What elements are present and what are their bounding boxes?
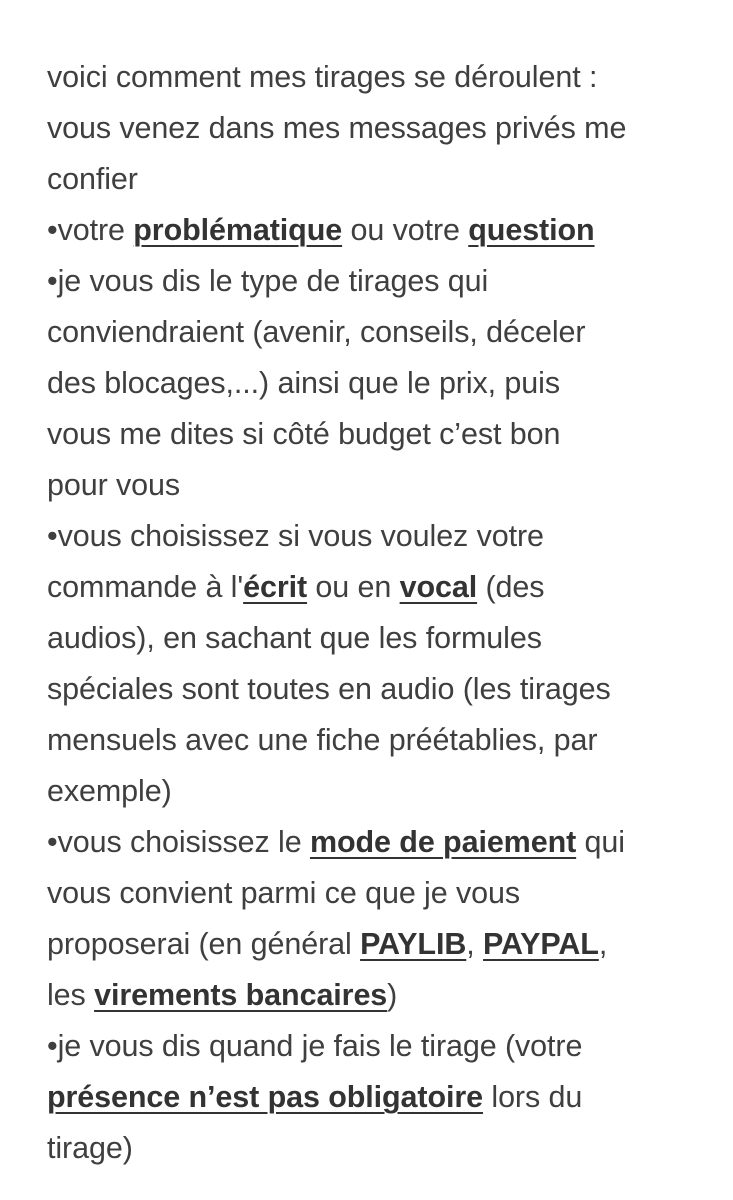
text-line: [47, 511, 707, 562]
text-segment: ): [387, 978, 398, 1012]
text-line: [47, 817, 707, 868]
text-line: [47, 409, 707, 460]
text-segment: vous me dites si côté budget c’est bon: [47, 417, 561, 451]
text-line: [47, 154, 707, 205]
text-segment: exemple): [47, 774, 172, 808]
emphasized-text: mode de paiement: [309, 825, 577, 859]
text-line: [47, 868, 707, 919]
text-segment: mensuels avec une fiche préétablies, par: [47, 723, 598, 757]
text-segment: (des: [477, 570, 545, 604]
text-line: [47, 307, 707, 358]
emphasized-text: vocal: [399, 570, 478, 604]
text-line: [47, 1021, 707, 1072]
text-segment: ,: [466, 927, 484, 961]
text-line: [47, 103, 707, 154]
emphasized-text: PAYPAL: [483, 927, 599, 961]
text-line: [47, 358, 707, 409]
text-segment: voici comment mes tirages se déroulent :: [47, 60, 598, 94]
emphasized-text: virements bancaires: [94, 978, 388, 1012]
text-line: [47, 52, 707, 103]
text-segment: •vous choisissez le: [47, 825, 310, 859]
text-line: [47, 1072, 707, 1123]
text-line: [47, 1123, 707, 1174]
text-segment: pour vous: [47, 468, 181, 502]
text-segment: ou en: [307, 570, 400, 604]
text-line: [47, 715, 707, 766]
text-segment: ,: [598, 927, 608, 961]
text-segment: vous convient parmi ce que je vous: [47, 876, 520, 910]
text-segment: tirage): [47, 1131, 133, 1165]
text-segment: •votre: [47, 213, 134, 247]
text-segment: qui: [576, 825, 625, 859]
note-text-block: [47, 52, 707, 1174]
text-segment: les: [47, 978, 95, 1012]
text-line: [47, 256, 707, 307]
text-segment: spéciales sont toutes en audio (les tirages: [47, 672, 611, 706]
text-segment: des blocages,...) ainsi que le prix, puis: [47, 366, 560, 400]
emphasized-text: écrit: [243, 570, 308, 604]
text-line: [47, 664, 707, 715]
text-line: [47, 460, 707, 511]
text-line: [47, 613, 707, 664]
text-line: [47, 562, 707, 613]
text-segment: ou votre: [342, 213, 469, 247]
text-line: [47, 205, 707, 256]
text-line: [47, 970, 707, 1021]
text-segment: conviendraient (avenir, conseils, déceler: [47, 315, 586, 349]
emphasized-text: PAYLIB: [360, 927, 467, 961]
text-segment: confier: [47, 162, 138, 196]
text-segment: •vous choisissez si vous voulez votre: [47, 519, 544, 553]
text-segment: vous venez dans mes messages privés me: [47, 111, 627, 145]
emphasized-text: problématique: [133, 213, 343, 247]
emphasized-text: question: [468, 213, 595, 247]
text-segment: lors du: [483, 1080, 583, 1114]
text-segment: audios), en sachant que les formules: [47, 621, 542, 655]
text-line: [47, 766, 707, 817]
text-segment: •je vous dis le type de tirages qui: [47, 264, 489, 298]
text-line: [47, 919, 707, 970]
text-segment: proposerai (en général: [47, 927, 361, 961]
text-segment: •je vous dis quand je fais le tirage (votre: [47, 1029, 583, 1063]
emphasized-text: présence n’est pas obligatoire: [47, 1080, 484, 1114]
text-segment: commande à l': [47, 570, 244, 604]
